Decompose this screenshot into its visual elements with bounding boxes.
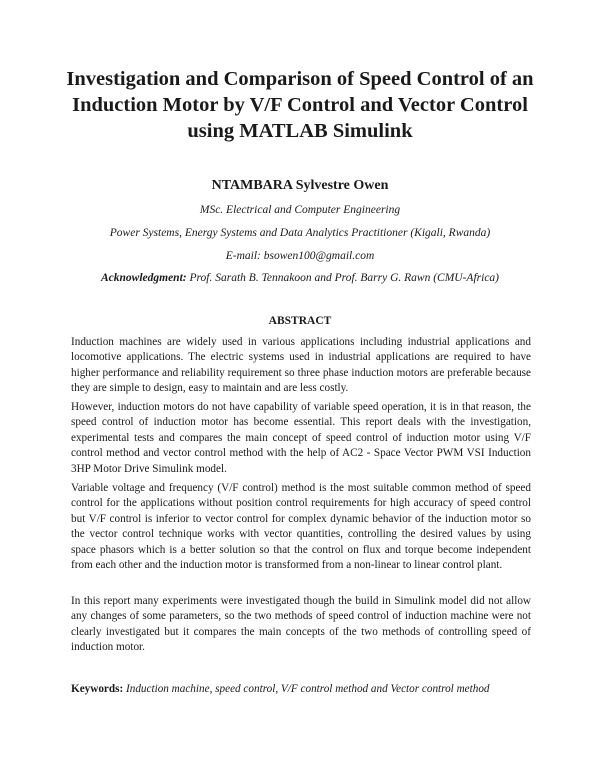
- author-affiliation: Power Systems, Energy Systems and Data Analytics Practitioner (Kigali, Rwanda): [109, 227, 491, 239]
- author-name: NTAMBARA Sylvestre Owen: [211, 178, 389, 193]
- title-line: Investigation and Comparison of Speed Control of an: [66, 68, 534, 90]
- keywords-text: Induction machine, speed control, V/F control method and Vector control method: [123, 683, 490, 695]
- title-line: using MATLAB Simulink: [187, 120, 413, 142]
- abstract-paragraph: Induction machines are widely used in various applications including industrial applications and locomotive applications. The electric systems used in industrial applications are required to have higher performance and reliability requirement so three phase induction motors are preferable because they are simple to design, easy to maintain and are less costly.: [71, 336, 531, 395]
- keywords-label: Keywords:: [71, 683, 124, 695]
- acknowledgment: [60, 271, 540, 285]
- abstract-paragraph: In this report many experiments were investigated though the build in Simulink model did not allow any changes of some parameters, so the two methods of speed control of induction machine were not clearly investigated but it compares the main concepts of the two methods of controlling speed of induction motor.: [71, 595, 531, 654]
- title-line: Induction Motor by V/F Control and Vector Control: [72, 94, 528, 116]
- keywords: [71, 682, 531, 697]
- author-email: E-mail: bsowen100@gmail.com: [225, 250, 375, 262]
- author-degree: MSc. Electrical and Computer Engineering: [199, 204, 401, 216]
- abstract-paragraph: Variable voltage and frequency (V/F control) method is the most suitable common method of speed control for the applications without position control requirements for high accuracy of speed control but V/F control is inferior to vector control for complex dynamic behavior of the induction motor so the vector control technique works with vector quantities, controlling the desired values by using space phasors which is a better solution so that the control on flux and torque become independent from each other and the induction motor is transformed from a non-linear to linear control plant.: [71, 482, 531, 572]
- abstract-paragraph: However, induction motors do not have capability of variable speed operation, it is in that reason, the speed control of induction motor has become essential. This report deals with the investigation, experimental tests and compares the main concept of speed control of induction motor using V/F control method and vector control method with the help of AC2 - Space Vector PWM VSI Induction 3HP Motor Drive Simulink model.: [71, 401, 531, 475]
- acknowledgment-label: Acknowledgment:: [100, 272, 187, 284]
- acknowledgment-text: Prof. Sarath B. Tennakoon and Prof. Barry G. Rawn (CMU-Africa): [186, 272, 500, 284]
- abstract-heading: ABSTRACT: [268, 315, 332, 327]
- paper-title: [60, 66, 540, 144]
